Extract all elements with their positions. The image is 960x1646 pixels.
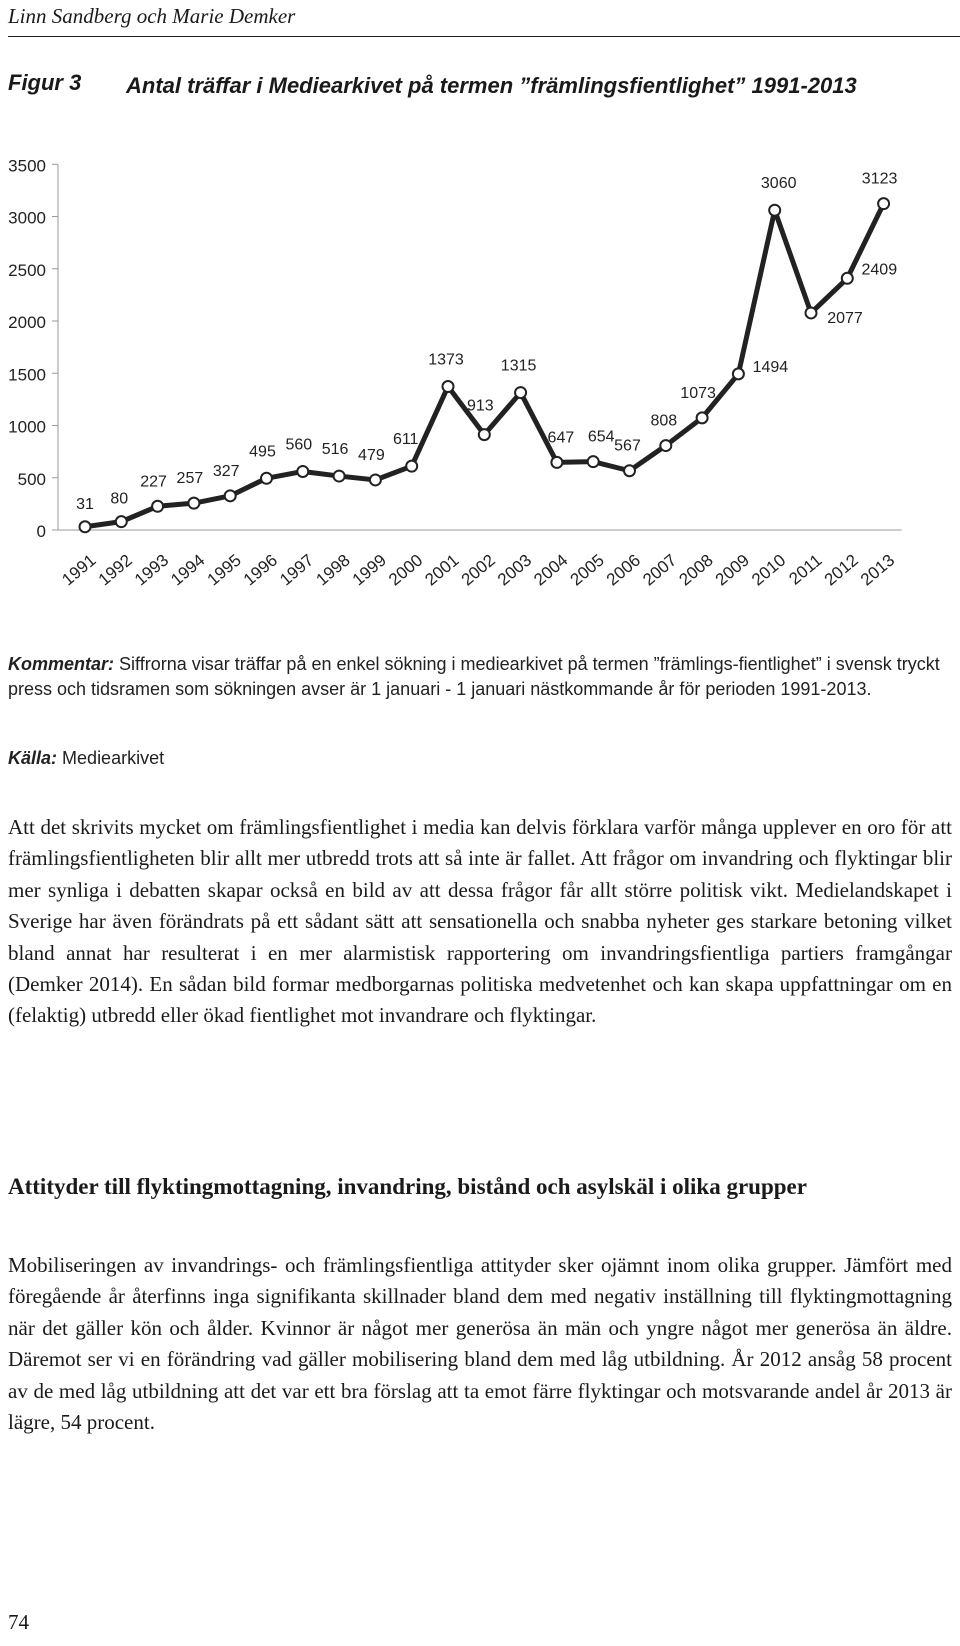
figure-label: Figur 3 <box>8 70 82 95</box>
x-tick-label: 2008 <box>675 550 717 590</box>
x-tick-label: 1994 <box>167 550 209 590</box>
x-tick-label: 2011 <box>785 550 826 589</box>
data-point <box>551 457 562 468</box>
x-tick-label: 1993 <box>130 550 173 590</box>
data-point <box>878 198 889 209</box>
data-label: 567 <box>614 437 641 455</box>
x-tick-label: 2007 <box>639 550 681 590</box>
data-label: 1373 <box>428 351 464 369</box>
x-tick-label: 1995 <box>203 550 245 590</box>
x-tick-label: 2012 <box>820 550 862 590</box>
data-point <box>297 466 308 477</box>
source-text: Mediearkivet <box>62 748 165 768</box>
y-tick-label: 3000 <box>8 208 46 228</box>
data-point <box>80 521 91 532</box>
x-tick-label: 2001 <box>421 550 463 590</box>
x-tick-label: 2005 <box>566 550 608 590</box>
data-label: 654 <box>587 428 615 446</box>
x-tick-label: 2013 <box>856 550 899 590</box>
y-tick-label: 1500 <box>8 365 46 385</box>
data-point <box>624 465 635 476</box>
data-label: 327 <box>212 462 240 480</box>
data-point <box>660 440 671 451</box>
y-axis <box>8 156 58 541</box>
data-point <box>152 501 163 512</box>
section-heading: Attityder till flyktingmottagning, invandring, bistånd och asylskäl i olika grupper <box>8 1174 807 1199</box>
data-point <box>806 307 817 318</box>
data-label: 611 <box>392 431 419 449</box>
x-tick-label: 1992 <box>94 550 136 590</box>
x-tick-label: 1998 <box>312 550 354 590</box>
x-tick-label: 2009 <box>711 550 753 590</box>
data-point <box>188 498 199 509</box>
x-tick-label: 2000 <box>385 550 427 590</box>
comment-label: Kommentar: <box>8 654 115 674</box>
figure-source <box>8 748 164 769</box>
data-label: 479 <box>358 446 385 464</box>
data-point <box>261 473 272 484</box>
data-label: 1073 <box>680 384 716 402</box>
data-label: 2077 <box>827 309 863 327</box>
chart-series <box>76 171 897 533</box>
data-point <box>515 387 526 398</box>
x-tick-label: 2010 <box>748 550 790 590</box>
data-label: 516 <box>321 441 349 459</box>
x-tick-label: 2003 <box>493 550 536 590</box>
data-label: 227 <box>140 473 167 491</box>
data-point <box>588 456 599 467</box>
data-label: 1494 <box>752 358 789 376</box>
x-tick-label: 1997 <box>276 550 318 590</box>
data-label: 31 <box>76 495 94 513</box>
x-tick-label: 2002 <box>457 550 499 590</box>
running-head: Linn Sandberg och Marie Demker <box>8 4 296 28</box>
data-label: 495 <box>249 443 276 461</box>
data-point <box>225 490 236 501</box>
data-label: 80 <box>110 490 129 508</box>
header-rule <box>8 36 960 37</box>
page-number: 74 <box>8 1610 29 1634</box>
data-point <box>697 412 708 423</box>
data-point <box>370 474 381 485</box>
data-label: 913 <box>466 397 494 415</box>
data-label: 3123 <box>861 170 898 188</box>
y-tick-label: 1000 <box>8 417 46 437</box>
body-paragraph-1: Att det skrivits mycket om främlingsfientlighet i media kan delvis förklara varför många upplever en oro för att främlingsfientligheten blir allt mer utbredd trots att så inte är fallet. Att frågor om invandring och flyktingar blir mer synliga i debatten skapar också en bild av att dessa frågor får allt större politisk vikt. Medielandskapet i Sverige har även förändrats på ett sådant sätt att sensationella och snabba nyheter ges starkare betoning vilket bland annat har resulterat i en mer alarmistisk rapportering om invandringsfientliga partiers framgångar (Demker 2014). En sådan bild formar medborgarnas politiska medvetenhet och kan skapa uppfattningar om en (felaktig) utbredd eller ökad fientlighet mot invandrare och flyktingar. <box>8 815 952 1028</box>
comment-text: Siffrorna visar träffar på en enkel sökning i mediearkivet på termen ”främlings-fientlighet” i svensk tryckt press och tidsramen som sökningen avser är 1 januari - 1 januari nästkommande år för perioden 1991-2013. <box>8 654 940 699</box>
line-chart <box>0 150 960 610</box>
x-tick-label: 2006 <box>602 550 645 590</box>
data-point <box>842 273 853 284</box>
data-point <box>334 471 345 482</box>
data-label: 560 <box>285 436 313 454</box>
x-tick-label: 1999 <box>348 550 390 590</box>
x-tick-label: 1996 <box>239 550 282 590</box>
y-tick-label: 0 <box>36 522 46 541</box>
y-tick-label: 500 <box>17 469 46 489</box>
figure-comment <box>8 652 952 702</box>
data-point <box>733 368 744 379</box>
y-tick-label: 2000 <box>8 313 46 332</box>
body-paragraph-2: Mobiliseringen av invandrings- och främlingsfientliga attityder sker ojämnt inom olika grupper. Jämfört med föregående år återfinns inga signifikanta skillnader bland dem med negativ inställning till flyktingmottagning när det gäller kön och ålder. Kvinnor är något mer generösa än män och yngre något mer generösa än äldre. Däremot ser vi en förändring vad gäller mobilisering bland dem med låg utbildning. År 2012 ansåg 58 procent av de med låg utbildning att det var ett bra förslag att ta emot färre flyktingar och motsvarande andel år 2013 är lägre, 54 procent. <box>8 1253 952 1435</box>
data-label: 647 <box>547 429 575 447</box>
data-point <box>769 205 780 216</box>
data-label: 2409 <box>861 261 898 279</box>
data-point <box>443 381 454 392</box>
x-tick-label: 2004 <box>530 550 572 590</box>
data-label: 808 <box>650 412 678 430</box>
data-label: 3060 <box>760 175 797 193</box>
figure-title: Antal träffar i Mediearkivet på termen ”främlingsfientlighet” 1991-2013 <box>126 73 857 98</box>
data-point <box>406 461 417 472</box>
x-axis <box>58 530 902 589</box>
y-tick-label: 2500 <box>8 260 46 280</box>
data-label: 1315 <box>500 357 537 375</box>
data-point <box>116 516 127 527</box>
data-point <box>479 429 490 440</box>
x-tick-label: 1991 <box>58 550 100 590</box>
y-tick-label: 3500 <box>8 156 46 176</box>
data-label: 257 <box>176 470 204 488</box>
source-label: Källa: <box>8 748 58 768</box>
